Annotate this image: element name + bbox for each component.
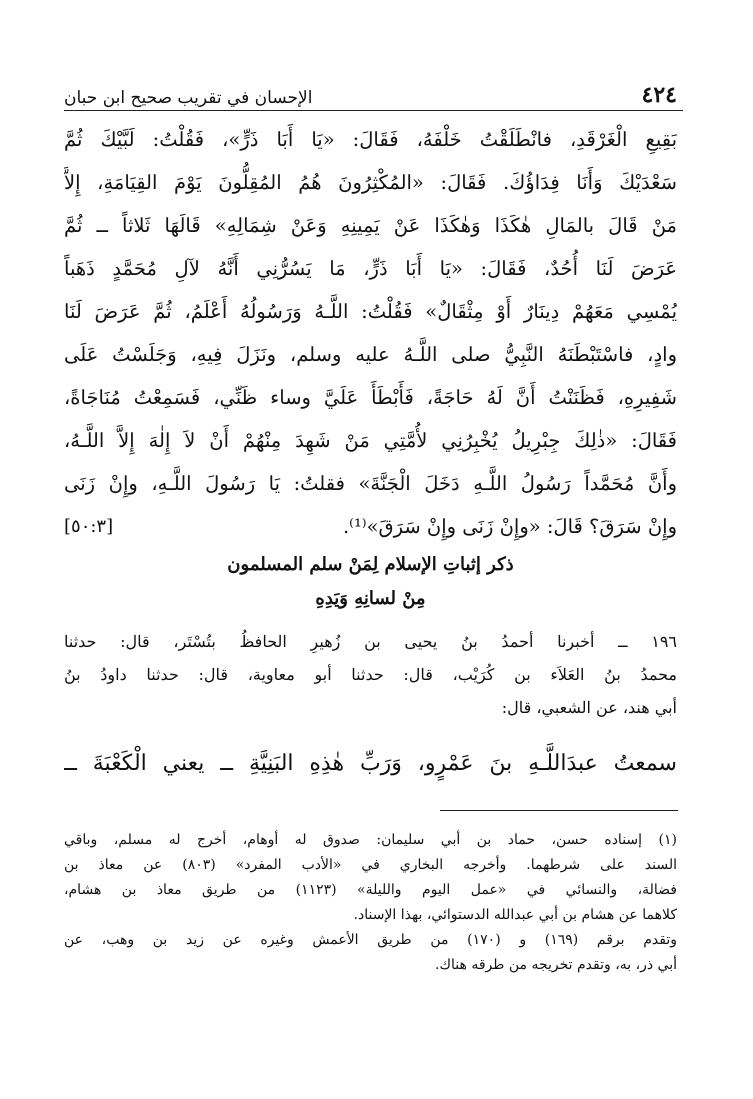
last-line-text: وإِنْ سَرَقَ؟ قَالَ: «وإِنْ زَنَى وإِنْ سَرَقَ»⁽¹⁾. [342, 515, 677, 538]
text-line-last [64, 505, 677, 548]
footnote-line: السند على شرطهما. وأخرجه البخاري في «الأدب المفرد» (٨٠٣) عن معاذ بن [64, 857, 677, 873]
matn-line: سمعتُ عبدَاللَّـهِ بنَ عَمْرٍو، وَرَبِّ هٰذِهِ البَنِيَّةِ ــ يعني الْكَعْبَةَ ــ [64, 751, 677, 776]
text-line: بَقِيعِ الْغَرْقَدِ، فانْطَلَقْتُ خَلْفَهُ، فَقَالَ: «يَا أَبَا ذَرٍّ»، فَقُلْتُ: لَبَّيْكَ ثُمَّ [64, 128, 677, 151]
section-heading [64, 548, 677, 616]
text-line: فَقَالَ: «ذٰلِكَ جِبْرِيلُ يُخْبِرُنِي لأُمَّتِي مَنْ شَهِدَ مِنْهُمْ أَنْ لاَ إِلٰهَ إِلاَّ اللَّـهُ، [64, 429, 677, 452]
text-line: شَفِيرِهِ، فَظَنَنْتُ أَنَّ لَهُ حَاجَةً، فَأَبْطَأَ عَلَيَّ وساء ظَنِّي، فَسَمِعْتُ مُنَاجَاةً، [64, 386, 677, 409]
heading-line-1: ذكر إثباتِ الإسلام لِمَنْ سلم المسلمون [227, 554, 514, 575]
text-line: وأَنَّ مُحَمَّداً رَسُولُ اللَّـهِ دَخَلَ الْجَنَّةَ» فقلتُ: يَا رَسُولَ اللَّـهِ، وإِنْ زَنَى [64, 472, 677, 495]
text-line: وادٍ، فاسْتَبْطَنَهُ النَّبِيُّ صلى اللَّـهُ عليه وسلم، ونَزَلَ فِيهِ، وَجَلَسْتُ عَلَى [64, 343, 677, 366]
text-line: مَنْ قَالَ بالمَالِ هٰكَذَا وَهٰكَذَا عَنْ يَمِينِهِ وَعَنْ شِمَالِهِ» قَالَهَا ثَلاثاً ــ ثُمَّ [64, 214, 677, 237]
hadith-reference: [٥٠:٣] [64, 516, 114, 537]
text-line: يُمْسِي مَعَهُمْ دِينَارٌ أَوْ مِثْقَالٌ» فَقُلْتُ: اللَّـهُ وَرَسُولُهُ أَعْلَمُ، ثُمَّ عَرَضَ لَنَا [64, 300, 677, 323]
page-number: ٤٢٤ [641, 82, 677, 108]
running-title: الإحسان في تقريب صحيح ابن حبان [64, 88, 313, 108]
footnote-line: كلاهما عن هشام بن أبي عبدالله الدستوائي، بهذا الإسناد. [353, 907, 677, 923]
footnote-line: فضالة، والنسائي في «عمل اليوم والليلة» (١١٢٣) من طريق معاذ بن هشام، [64, 882, 677, 898]
footnotes-block [64, 828, 677, 978]
text-line: سَعْدَيْكَ وَأَنَا فِدَاؤُكَ. فَقَالَ: «المُكْثِرُونَ هُمُ المُقِلُّونَ يَوْمَ القِيَامَةِ، إِلاَّ [64, 171, 677, 194]
text-line: عَرَضَ لَنَا أُحُدٌ، فَقَالَ: «يَا أَبَا ذَرٍّ، مَا يَسُرُّنِي أَنَّهُ لآلِ مُحَمَّدٍ ذَهَباً [64, 257, 677, 280]
page-header [64, 68, 677, 108]
footnote-line: أبي ذر، به، وتقدم تخريجه من طرقه هناك. [435, 957, 677, 973]
isnad-line: محمدُ بنُ العَلاَء بن كُرَيْب، قال: حدثنا أبو معاوية، قال: حدثنا داودُ بنُ [64, 665, 677, 684]
footnote-line: (١) إسناده حسن، حماد بن أبي سليمان: صدوق له أوهام، أخرج له مسلم، وباقي [64, 832, 677, 848]
isnad-line: ١٩٦ ــ أخبرنا أحمدُ بنُ يحيى بن زُهيرِ الحافظُ بتُسْتَر، قال: حدثنا [64, 632, 677, 651]
footnote-divider [440, 810, 678, 811]
footnote-line: وتقدم برقم (١٦٩) و (١٧٠) من طريق الأعمش وغيره عن زيد بن وهب، عن [64, 932, 677, 948]
isnad-line-last: أبي هند، عن الشعبي، قال: [501, 698, 677, 717]
isnad-block [64, 625, 677, 724]
hadith-text-block [64, 118, 677, 548]
heading-line-2: مِنْ لسانِهِ وَيَدِهِ [315, 588, 426, 609]
header-divider [64, 110, 683, 111]
